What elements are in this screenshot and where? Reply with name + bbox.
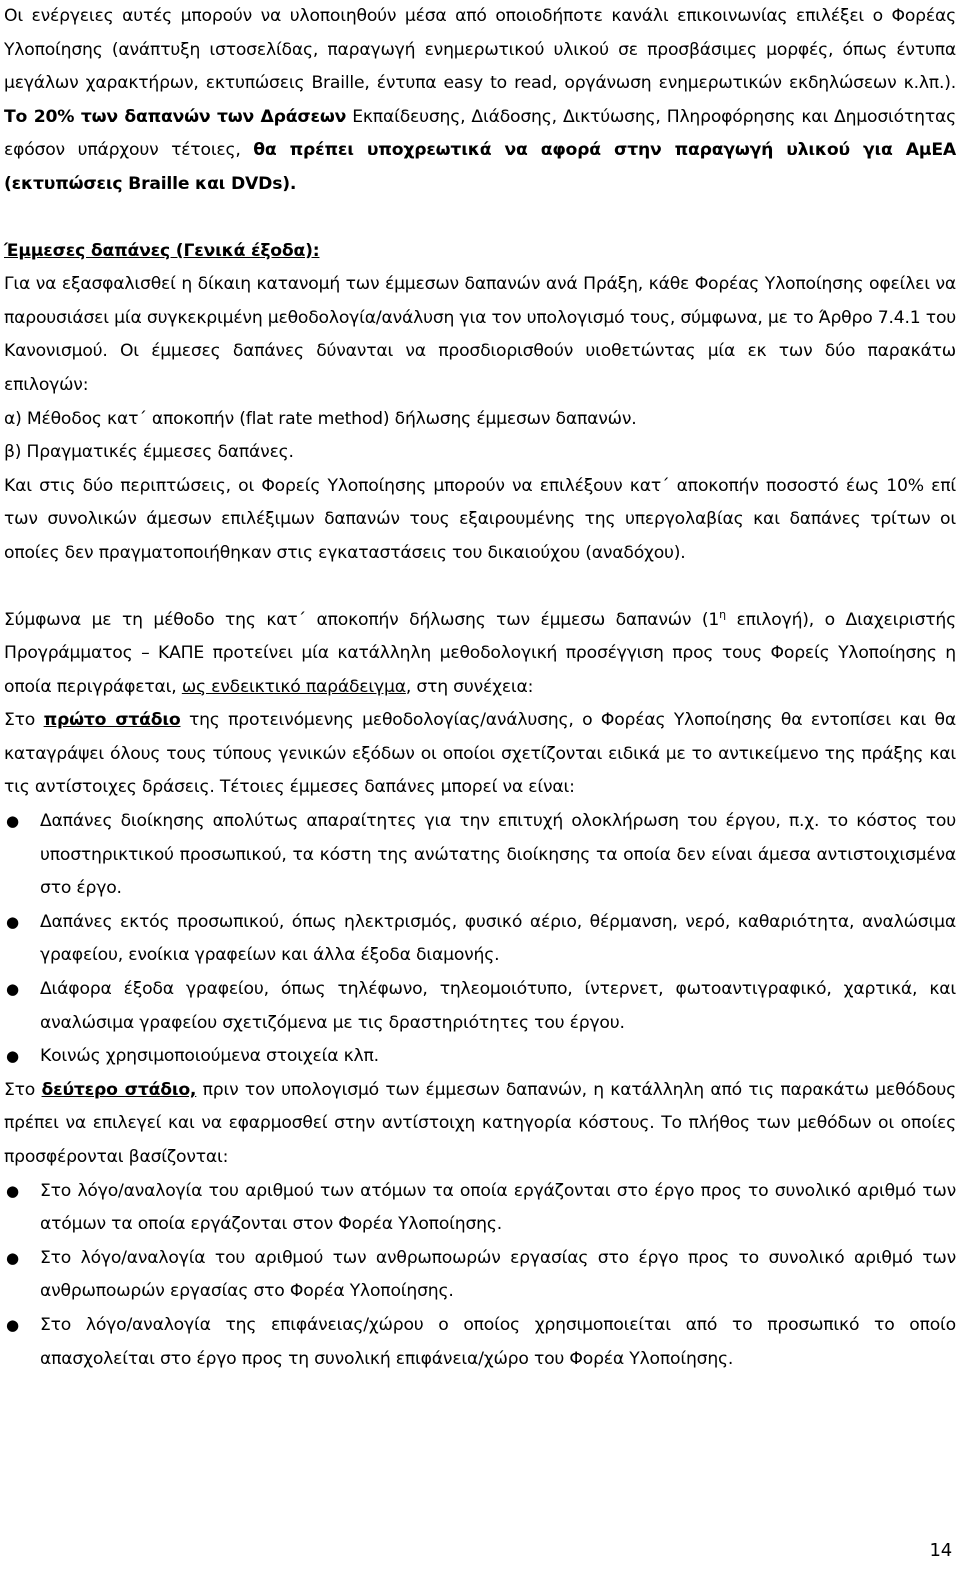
list-item: ● Κοινώς χρησιμοποιούμενα στοιχεία κλπ. — [4, 1040, 956, 1074]
bullet-icon: ● — [6, 1315, 19, 1334]
paragraph-flat-rate-method: Σύμφωνα με τη μέθοδο της κατ΄ αποκοπήν δήλωσης των έμμεσω δαπανών ($1^\eta$ επιλογή), ο Διαχειριστής Προγράμματος – ΚΑΠΕ προτείνει μία κατάλληλη μεθοδολογική προσέγγιση προς τους Φορείς Υλοποίησης η οποία περιγράφεται, ως ενδεικτικό παράδειγμα, στη συνέχεια: — [4, 607, 956, 697]
bullet-icon: ● — [6, 1181, 19, 1200]
bold-20-percent: Το 20% των δαπανών των Δράσεων — [4, 106, 347, 127]
bullet-icon: ● — [6, 912, 19, 931]
list-item: ● Στο λόγο/αναλογία του αριθμού των ατόμων τα οποία εργάζονται στο έργο προς το συνολικό αριθμό των ατόμων τα οποία εργάζονται στον Φορέα Υλοποίησης. — [4, 1175, 956, 1242]
paragraph-flat-rate-percentage: Και στις δύο περιπτώσεις, οι Φορείς Υλοποίησης μπορούν να επιλέξουν κατ΄ αποκοπήν ποσοστό έως 10% επί των συνολικών άμεσων επιλέξιμων δαπανών τους εξαιρουμένης της υπεργολαβίας και δαπάνες τρίτων οι οποίες δεν πραγματοποιήθηκαν στις εγκαταστάσεις του δικαιούχου (αναδόχου). — [4, 475, 956, 563]
indirect-costs-heading: Έμμεσες δαπάνες (Γενικά έξοδα): — [4, 240, 320, 261]
paragraph-second-stage: Στο δεύτερο στάδιο, πριν τον υπολογισμό των έμμεσων δαπανών, η κατάλληλη από τις παρακάτω μεθόδους πρέπει να επιλεγεί και να εφαρμοσθεί στην αντίστοιχη κατηγορία κόστους. Το πλήθος των μεθόδων οι οποίες προσφέρονται βασίζονται: — [4, 1079, 956, 1167]
superscript-eta: η — [719, 607, 726, 621]
list-item: ● Στο λόγο/αναλογία του αριθμού των ανθρωποωρών εργασίας στο έργο προς το συνολικό αριθμό των ανθρωποωρών εργασίας στο Φορέα Υλοποίησης. — [4, 1242, 956, 1309]
bold-mandatory-amea: θα πρέπει υποχρεωτικά να αφορά στην παραγωγή υλικού για ΑμΕΑ (εκτυπώσεις Braille και DVDs). — [4, 140, 956, 194]
list-item: ● Διάφορα έξοδα γραφείου, όπως τηλέφωνο, τηλεομοιότυπο, ίντερνετ, φωτοαντιγραφικό, χαρτικά, και αναλώσιμα γραφείου σχετιζόμενα με τις δραστηριότητες του έργου. — [4, 973, 956, 1040]
second-stage-bullet-list — [4, 1175, 956, 1377]
option-a: α) Μέθοδος κατ΄ αποκοπήν (flat rate method) δήλωσης έμμεσων δαπανών. — [4, 408, 637, 429]
first-stage-label: πρώτο στάδιο — [43, 710, 181, 731]
second-stage-label: δεύτερο στάδιο, — [41, 1079, 197, 1100]
list-item: ● Δαπάνες διοίκησης απολύτως απαραίτητες για την επιτυχή ολοκλήρωση του έργου, π.χ. το κόστος του υποστηρικτικού προσωπικού, τα κόστη της ανώτατης διοίκησης τα οποία δεν είναι άμεσα αντιστοιχισμένα στο έργο. — [4, 805, 956, 906]
list-item: ● Δαπάνες εκτός προσωπικού, όπως ηλεκτρισμός, φυσικό αέριο, θέρμανση, νερό, καθαριότητα, αναλώσιμα γραφείου, ενοίκια γραφείων και άλλα έξοδα διαμονής. — [4, 906, 956, 973]
bullet-icon: ● — [6, 980, 19, 999]
first-stage-bullet-list — [4, 805, 956, 1074]
bullet-icon: ● — [6, 1248, 19, 1267]
list-item: ● Στο λόγο/αναλογία της επιφάνειας/χώρου ο οποίος χρησιμοποιείται από το προσωπικό το οποίο απασχολείται στο έργο προς τη συνολική επιφάνεια/χώρο του Φορέα Υλοποίησης. — [4, 1309, 956, 1376]
bullet-icon: ● — [6, 812, 19, 831]
paragraph-indirect-allocation: Για να εξασφαλισθεί η δίκαιη κατανομή των έμμεσων δαπανών ανά Πράξη, κάθε Φορέας Υλοποίησης οφείλει να παρουσιάσει μία συγκεκριμένη μεθοδολογία/ανάλυση για τον υπολογισμό τους, σύμφωνα, με το Άρθρο 7.4.1 του Κανονισμού. Οι έμμεσες δαπάνες δύνανται να προσδιορισθούν υιοθετώντας μία εκ των δύο παρακάτω επιλογών: — [4, 274, 956, 395]
paragraph-first-stage: Στο πρώτο στάδιο της προτεινόμενης μεθοδολογίας/ανάλυσης, ο Φορέας Υλοποίησης θα εντοπίσει και θα καταγράψει όλους τους τύπους γενικών εξόδων οι οποίοι σχετίζονται ειδικά με το αντικείμενο της πράξης και τις αντίστοιχες δράσεις. Τέτοιες έμμεσες δαπάνες μπορεί να είναι: — [4, 710, 956, 798]
paragraph-accessibility-actions: Οι ενέργειες αυτές μπορούν να υλοποιηθούν μέσα από οποιοδήποτε κανάλι επικοινωνίας επιλέξει ο Φορέας Υλοποίησης (ανάπτυξη ιστοσελίδας, παραγωγή ενημερωτικού υλικού σε προσβάσιμες μορφές, όπως έντυπα μεγάλων χαρακτήρων, εκτυπώσεις Braille, έντυπα easy to read, οργάνωση ενημερωτικών εκδηλώσεων κ.λπ.). Το 20% των δαπανών των Δράσεων Εκπαίδευσης, Διάδοσης, Δικτύωσης, Πληροφόρησης και Δημοσιότητας εφόσον υπάρχουν τέτοιες, θα πρέπει υποχρεωτικά να αφορά στην παραγωγή υλικού για ΑμΕΑ (εκτυπώσεις Braille και DVDs). — [4, 6, 956, 194]
bullet-icon: ● — [6, 1047, 19, 1066]
option-b: β) Πραγματικές έμμεσες δαπάνες. — [4, 442, 294, 463]
underlined-example: ως ενδεικτικό παράδειγμα — [181, 676, 406, 697]
page-number: 14 — [929, 1540, 952, 1561]
document-page — [4, 0, 956, 1376]
